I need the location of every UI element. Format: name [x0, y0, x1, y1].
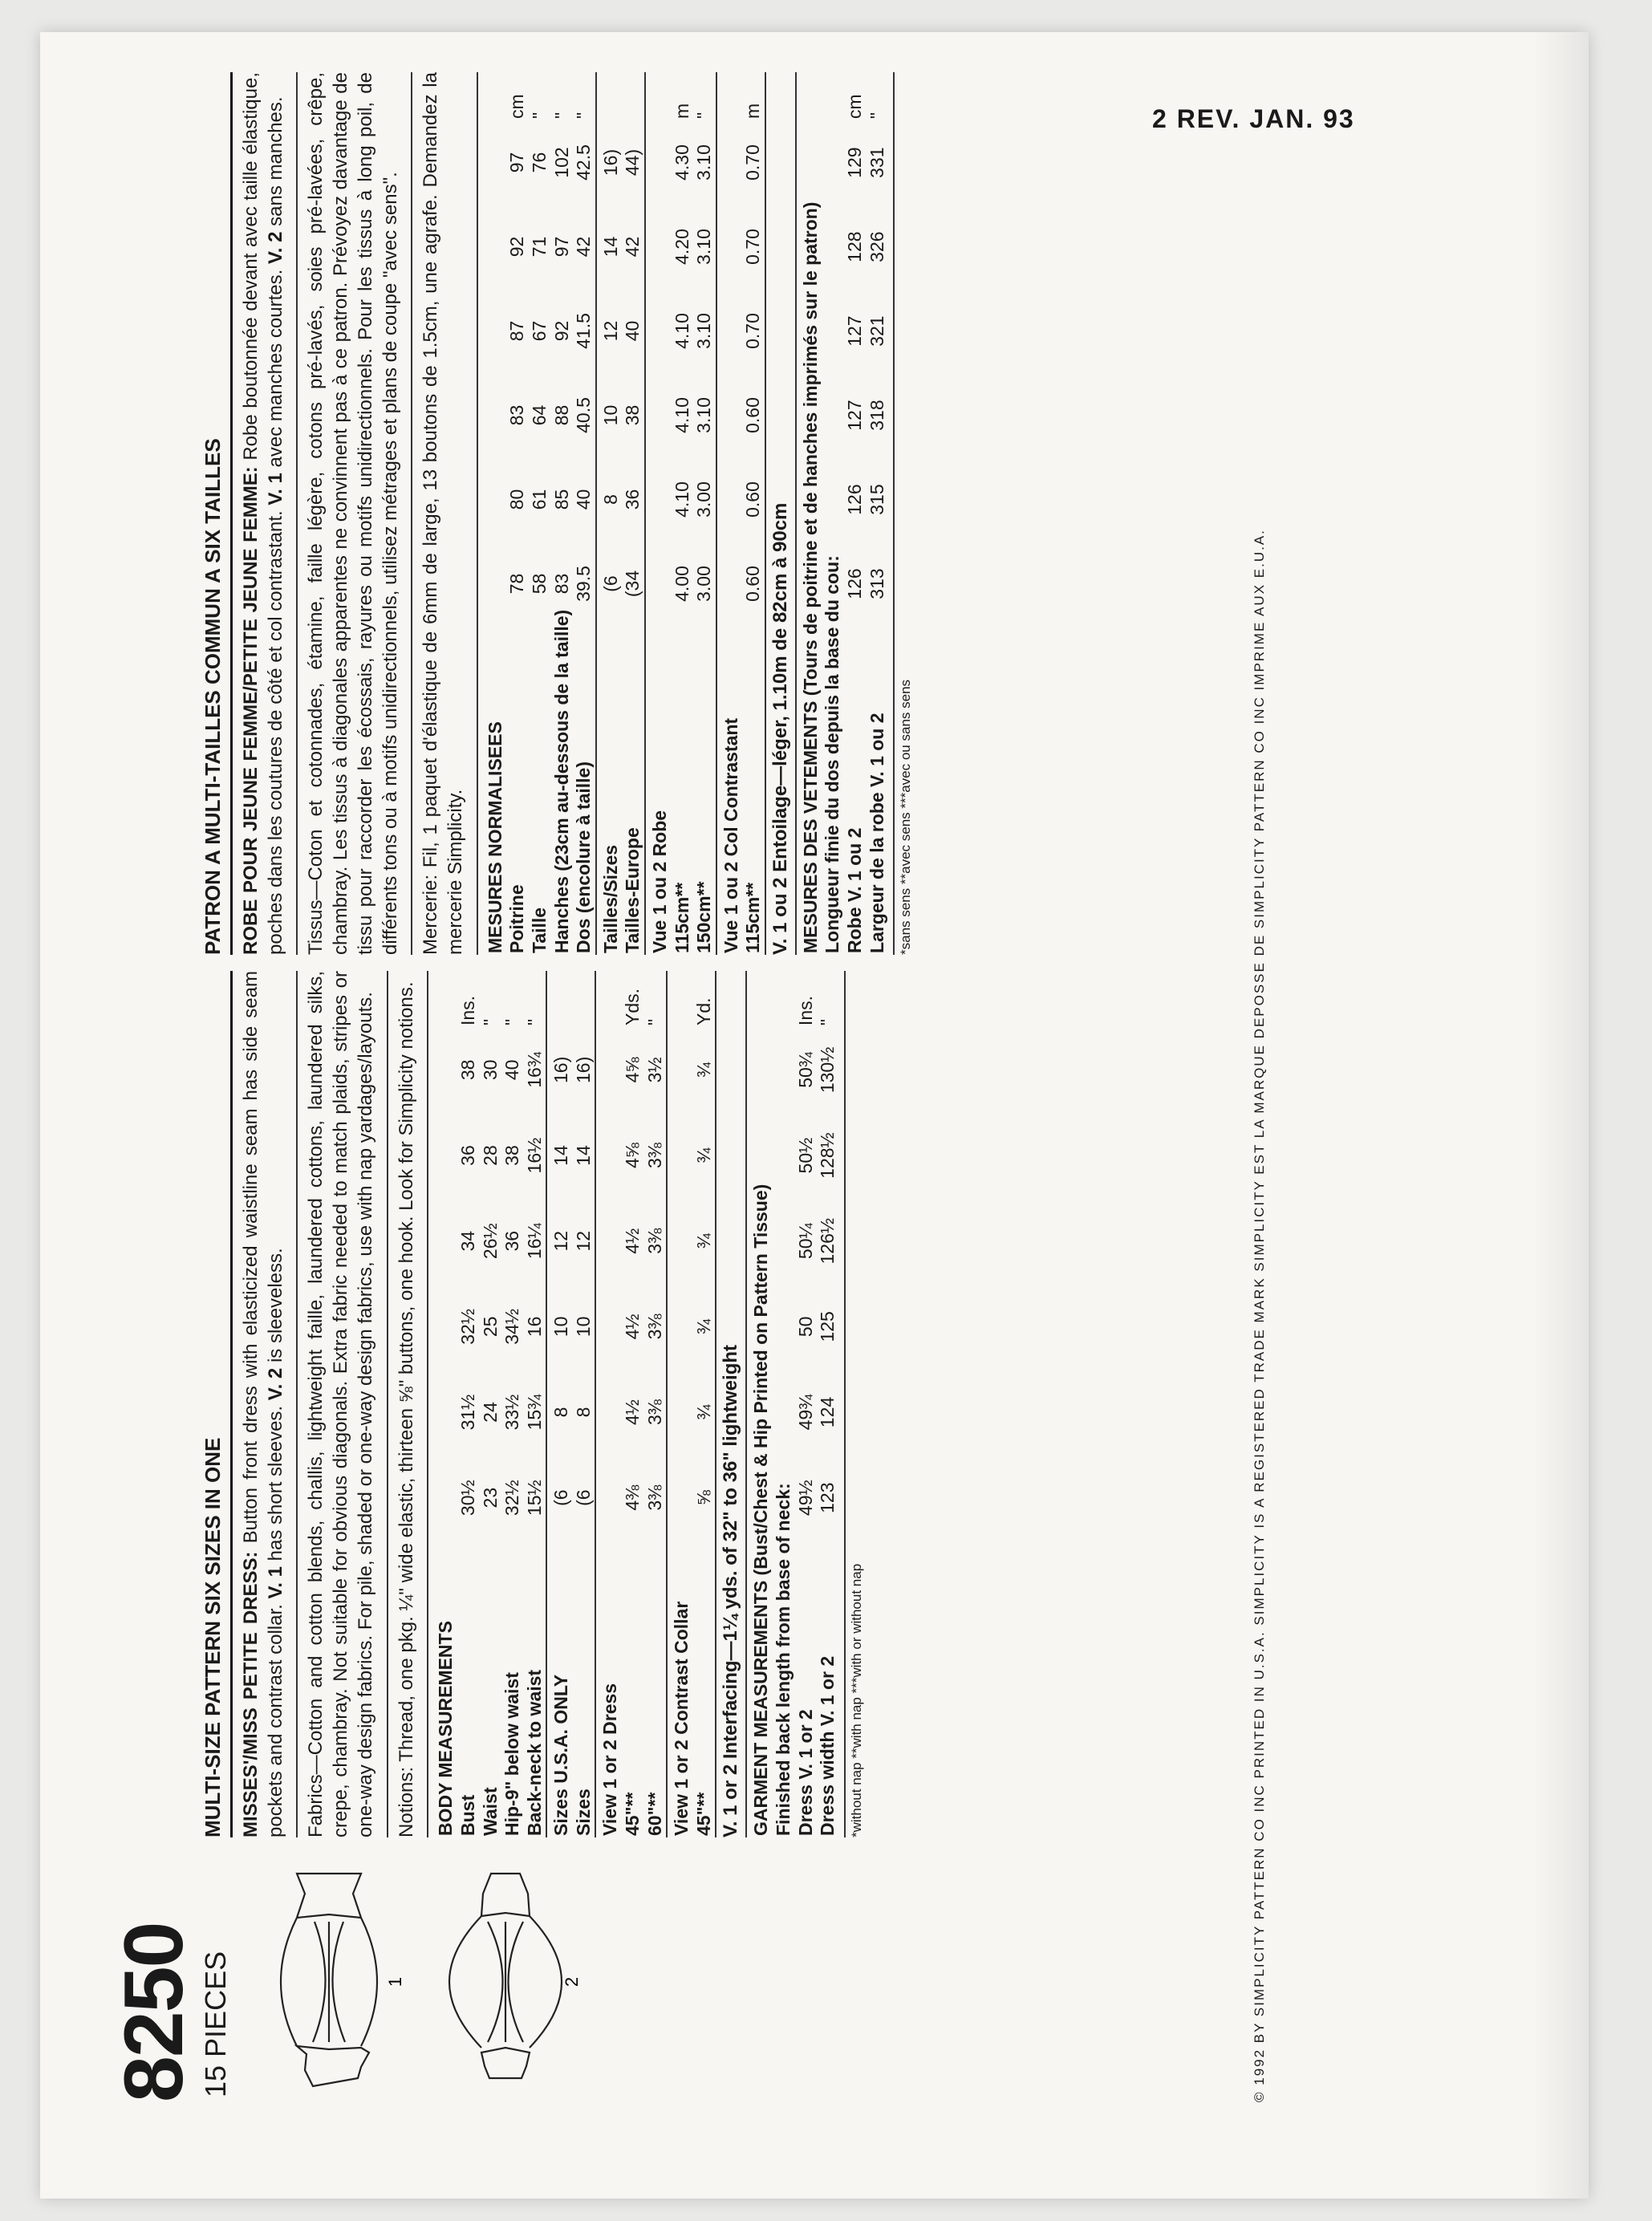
table-row: Dos (encolure à taille) 39.5 40 40.5 41.5 42 42.5 "	[573, 112, 595, 953]
table-row: Largeur de la robe V. 1 ou 2 313 315 318 321 326 331 "	[866, 112, 887, 953]
pattern-number: 8250	[108, 1923, 201, 2102]
copyright-line: © 1992 BY SIMPLICITY PATTERN CO INC PRINTED IN U.S.A. SIMPLICITY IS A REGISTERED TRADE MARK SIMPLICITY EST LA MARQUE DEPOSSE DE SIMPLICITY PATTERN CO INC IMPRIME AUX E.U.A.	[1252, 529, 1267, 2102]
table-row: Poitrine 78 80 83 87 92 97 cm	[506, 94, 528, 953]
english-measurement-table	[435, 971, 715, 1837]
french-title: PATRON A MULTI-TAILLES COMMUN A SIX TAILLES	[201, 72, 233, 955]
view-1-label: 1	[385, 1976, 405, 1988]
french-fabrics: Tissus—Coton et cotonnades, étamine, faille légère, cotons pré-lavés, soies pré-lavées, crêpe, chambray. Les tissus à diagonales apparentes ne convinnent pas à ce patron. Prévoyez davantage de tissu pour raccorder les écossais, rayures ou motifs unidirectionnels. Pour les tissus à long poil, de différents tons ou à motifs unidirectionnels, utilisez métrages et plans de coupe "avec sens".	[304, 72, 412, 955]
dress-yardage-header: View 1 or 2 Dress	[595, 1541, 622, 1837]
french-dress-header: Vue 1 ou 2 Robe	[645, 626, 672, 955]
english-footnote: *without nap **with nap ***with or without nap	[844, 971, 865, 1837]
table-row: 45"** 4⅜ 4½ 4½ 4½ 4⅝ 4⅝ Yds.	[622, 988, 643, 1836]
english-title: MULTI-SIZE PATTERN SIX SIZES IN ONE	[201, 971, 233, 1837]
table-row: Taille 58 61 64 67 71 76 "	[528, 112, 550, 953]
table-row: Hanches (23cm au-dessous de la taille) 83 85 88 92 97 102 "	[550, 112, 572, 953]
view-1-sketch	[249, 1862, 409, 2102]
view-2-sketch	[425, 1862, 586, 2102]
table-row: Dress V. 1 or 2 49½ 49¾ 50 50¼ 50½ 50¾ Ins.	[794, 995, 816, 1836]
table-row: Sizes (6 8 10 12 14 16)	[572, 1056, 594, 1836]
table-row: Waist 23 24 25 26½ 28 30 "	[479, 1018, 501, 1836]
table-row: 150cm** 3.00 3.00 3.10 3.10 3.10 3.10 "	[693, 112, 715, 953]
body-measurements-header: BODY MEASUREMENTS	[435, 1621, 457, 1836]
french-garment-header: MESURES DES VETEMENTS (Tours de poitrine et de hanches imprimés sur le patron)	[796, 72, 822, 955]
french-collar-header: Vue 1 ou 2 Col Contrastant	[716, 626, 743, 955]
table-row: Robe V. 1 ou 2 126 126 127 127 128 129 cm	[844, 94, 866, 953]
english-fabrics: Fabrics—Cotton and cotton blends, challis, lightweight faille, laundered cottons, laundered silks, crepe, chambray. Not suitable for obvious diagonals. Extra fabric needed to match plaids, stripes or one-way design fabrics. For pile, shaded or one-way design fabrics, use with nap yardages/layouts.	[304, 971, 388, 1837]
french-footnote: *sans sens **avec sens ***avec ou sans sens	[893, 72, 914, 955]
table-row: Tailles-Europe (34 36 38 40 42 44)	[622, 148, 643, 953]
french-description: ROBE POUR JEUNE FEMME/PETITE JEUNE FEMME: Robe boutonnée devant avec taille élastique, poches dans les coutures de côté et col contrastant. V. 1 avec manches courtes. V. 2 sans manches.	[239, 72, 298, 955]
french-notions: Mercerie: Fil, 1 paquet d'élastique de 6mm de large, 13 boutons de 1.5cm, une agrafe. Demandez la mercerie Simplicity.	[419, 72, 477, 955]
french-body-header: MESURES NORMALISEES	[484, 721, 505, 953]
english-interfacing: V. 1 or 2 Interfacing—1¼ yds. of 32" to 36" lightweight	[715, 971, 745, 1837]
english-description: MISSES'/MISS PETITE DRESS: Button front dress with elasticized waistline seam has side seam pockets and contrast collar. V. 1 has short sleeves. V. 2 is sleeveless.	[239, 971, 298, 1837]
rotated-back-content	[96, 48, 1284, 2102]
table-row: Tailles/Sizes (6 8 10 12 14 16)	[596, 72, 623, 955]
table-row: 115cm** 0.60 0.60 0.60 0.70 0.70 0.70 m	[742, 103, 764, 953]
english-notions: Notions: Thread, one pkg. ¼" wide elastic, thirteen ⅝" buttons, one hook. Look for Simplicity notions.	[395, 971, 429, 1837]
table-row: Dress width V. 1 or 2 123 124 125 126½ 128½ 130½ "	[817, 1018, 838, 1836]
table-row: Hip-9" below waist 32½ 33½ 34½ 36 38 40 "	[501, 1018, 523, 1836]
table-row: Bust 30½ 31½ 32½ 34 36 38 Ins.	[457, 995, 478, 1836]
table-row: 115cm** 4.00 4.10 4.10 4.10 4.20 4.30 m	[671, 103, 692, 953]
table-row: 45"** ⅝ ¾ ¾ ¾ ¾ ¾ Yd.	[692, 997, 714, 1836]
table-row: 60"** 3⅜ 3⅜ 3⅜ 3⅜ 3⅜ 3½ "	[643, 1018, 665, 1836]
collar-yardage-header: View 1 or 2 Contrast Collar	[667, 1541, 693, 1837]
french-measurement-table	[485, 72, 765, 955]
pieces-count: 15 PIECES	[199, 1951, 232, 2097]
table-row: Sizes U.S.A. ONLY (6 8 10 12 14 16)	[546, 971, 573, 1837]
french-column	[201, 72, 914, 955]
french-interfacing: V. 1 ou 2 Entoilage—léger, 1.10m de 82cm à 90cm	[765, 72, 795, 955]
garment-measurements-header: GARMENT MEASUREMENTS (Bust/Chest & Hip Printed on Pattern Tissue)	[746, 971, 773, 1837]
french-garment-table: MESURES DES VETEMENTS (Tours de poitrine et de hanches imprimés sur le patron) Longueur finie du dos depuis la base du cou: Robe V. 1 ou 2 126 126 127 127 128 129 cm Largeur de la robe V. 1 ou 2 313 315 318 321 326 331 "	[795, 72, 888, 955]
view-2-label: 2	[562, 1976, 582, 1988]
english-column	[201, 971, 865, 1837]
table-row: Back-neck to waist 15½ 15¾ 16 16¼ 16½ 16¾ "	[523, 1018, 545, 1836]
revision-date: 2 REV. JAN. 93	[1152, 104, 1355, 133]
english-garment-table: GARMENT MEASUREMENTS (Bust/Chest & Hip Printed on Pattern Tissue) Finished back length from base of neck: Dress V. 1 or 2 49½ 49¾ 50 50¼ 50½ 50¾ Ins. Dress width V. 1 or 2 123 124 125 126½ 128½ 130½ "	[745, 971, 838, 1837]
